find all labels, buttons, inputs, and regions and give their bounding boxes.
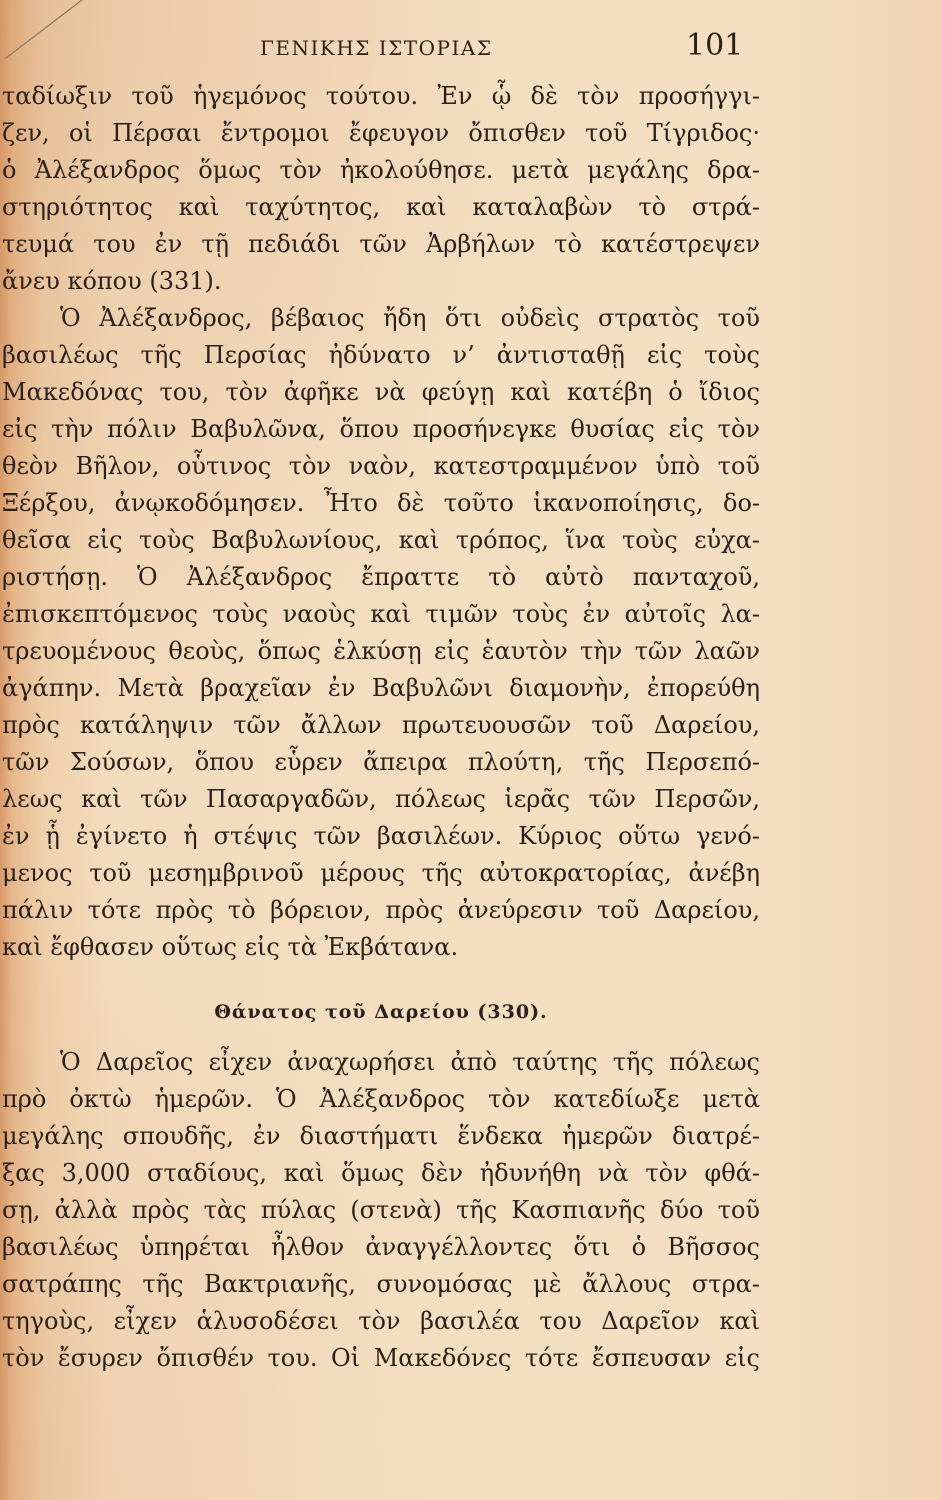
- text-line: θεῖσα εἰς τοὺς Βαβυλωνίους, καὶ τρόπος, ἵνα τοὺς εὐχα-: [2, 526, 760, 554]
- page-number: 101: [686, 28, 744, 63]
- text-line: τρευομένους θεοὺς, ὅπως ἑλκύσῃ εἰς ἑαυτὸν τὴν τῶν λαῶν: [2, 637, 760, 665]
- text-line: πρὸς κατάληψιν τῶν ἄλλων πρωτευουσῶν τοῦ Δαρείου,: [2, 711, 760, 739]
- text-line: στηριότητος καὶ ταχύτητος, καὶ καταλαβὼν τὸ στρά-: [2, 193, 760, 221]
- text-line: ἄνευ κόπου (331).: [2, 267, 222, 295]
- text-line: τὸν ἔσυρεν ὄπισθέν του. Οἱ Μακεδόνες τότε ἔσπευσαν εἰς: [2, 1344, 760, 1372]
- text-line: μεγάλης σπουδῆς, ἐν διαστήματι ἕνδεκα ἡμερῶν διατρέ-: [2, 1122, 760, 1150]
- text-line: Μακεδόνας του, τὸν ἀφῆκε νὰ φεύγῃ καὶ κατέβη ὁ ἴδιος: [2, 378, 760, 406]
- body-text: [2, 78, 760, 1377]
- text-line: ταδίωξιν τοῦ ἡγεμόνος τούτου. Ἐν ᾧ δὲ τὸν προσήγγι-: [2, 82, 760, 110]
- text-line: λεως καὶ τῶν Πασαργαδῶν, πόλεως ἱερᾶς τῶν Περσῶν,: [2, 785, 760, 813]
- text-line: ζεν, οἱ Πέρσαι ἔντρομοι ἔφευγον ὄπισθεν τοῦ Τίγριδος·: [2, 119, 760, 147]
- text-line: ριστήσῃ. Ὁ Ἀλέξανδρος ἔπραττε τὸ αὐτὸ πανταχοῦ,: [2, 563, 760, 591]
- text-line: ἀγάπην. Μετὰ βραχεῖαν ἐν Βαβυλῶνι διαμονὴν, ἐπορεύθη: [2, 674, 760, 702]
- text-line: ξας 3,000 σταδίους, καὶ ὅμως δὲν ἠδυνήθη νὰ τὸν φθά-: [2, 1159, 760, 1187]
- text-line: καὶ ἔφθασεν οὕτως εἰς τὰ Ἐκβάτανα.: [2, 933, 459, 961]
- running-head: ΓΕΝΙΚΗΣ ΙΣΤΟΡΙΑΣ: [260, 36, 493, 60]
- text-line: τῶν Σούσων, ὅπου εὗρεν ἄπειρα πλούτη, τῆς Περσεπό-: [2, 748, 760, 776]
- text-line: Ὁ Δαρεῖος εἶχεν ἀναχωρήσει ἀπὸ ταύτης τῆς πόλεως: [60, 1048, 760, 1076]
- text-line: Ξέρξου, ἀνῳκοδόμησεν. Ἦτο δὲ τοῦτο ἱκανοποίησις, δο-: [2, 489, 760, 517]
- paragraph: [2, 300, 760, 966]
- paragraph: [2, 1044, 760, 1377]
- text-line: ἐπισκεπτόμενος τοὺς ναοὺς καὶ τιμῶν τοὺς ἐν αὐτοῖς λα-: [2, 600, 760, 628]
- text-line: πρὸ ὀκτὼ ἡμερῶν. Ὁ Ἀλέξανδρος τὸν κατεδίωξε μετὰ: [2, 1085, 760, 1113]
- text-line: βασιλέως τῆς Περσίας ἠδύνατο ν’ ἀντισταθῇ εἰς τοὺς: [2, 341, 760, 369]
- text-line: σατράπης τῆς Βακτριανῆς, συνομόσας μὲ ἄλλους στρα-: [2, 1270, 760, 1298]
- text-line: Ὁ Ἀλέξανδρος, βέβαιος ἤδη ὅτι οὐδεὶς στρατὸς τοῦ: [60, 304, 760, 332]
- text-line: τηγοὺς, εἶχεν ἁλυσοδέσει τὸν βασιλέα του Δαρεῖον καὶ: [2, 1307, 760, 1335]
- text-line: ὁ Ἀλέξανδρος ὅμως τὸν ἠκολούθησε. μετὰ μεγάλης δρα-: [2, 156, 760, 184]
- paragraph: [2, 78, 760, 300]
- text-line: ἐν ᾗ ἐγίνετο ἡ στέψις τῶν βασιλέων. Κύριος οὕτω γενό-: [2, 822, 760, 850]
- text-line: εἰς τὴν πόλιν Βαβυλῶνα, ὅπου προσήνεγκε θυσίας εἰς τὸν: [2, 415, 760, 443]
- text-line: σῃ, ἀλλὰ πρὸς τὰς πύλας (στενὰ) τῆς Κασπιανῆς δύο τοῦ: [2, 1196, 760, 1224]
- text-line: βασιλέως ὑπηρέται ἦλθον ἀναγγέλλοντες ὅτι ὁ Βῆσσος: [2, 1233, 760, 1261]
- text-line: πάλιν τότε πρὸς τὸ βόρειον, πρὸς ἀνεύρεσιν τοῦ Δαρείου,: [2, 896, 760, 924]
- pencil-mark: [0, 0, 100, 70]
- text-line: μενος τοῦ μεσημβρινοῦ μέρους τῆς αὐτοκρατορίας, ἀνέβη: [2, 859, 760, 887]
- text-line: θεὸν Βῆλον, οὗτινος τὸν ναὸν, κατεστραμμένον ὑπὸ τοῦ: [2, 452, 760, 480]
- section-heading: Θάνατος τοῦ Δαρείου (330).: [214, 1001, 548, 1023]
- text-line: τευμά του ἐν τῇ πεδιάδι τῶν Ἀρβήλων τὸ κατέστρεψεν: [2, 230, 760, 258]
